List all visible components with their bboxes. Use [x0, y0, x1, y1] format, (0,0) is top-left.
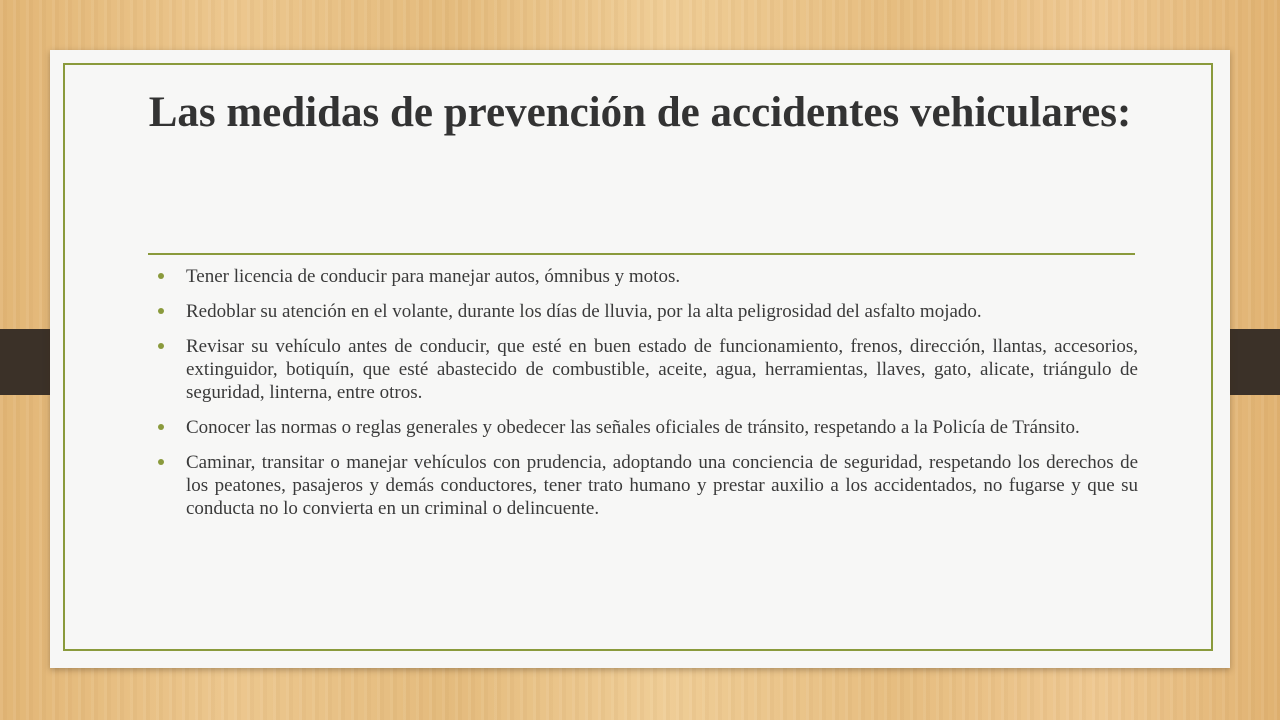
bullet-text: Tener licencia de conducir para manejar autos, ómnibus y motos. [186, 266, 681, 287]
bullet-item-rain [148, 300, 1138, 323]
bullet-item-traffic-rules [148, 416, 1138, 439]
slide-card [50, 50, 1230, 668]
bullet-text: Revisar su vehículo antes de conducir, que esté en buen estado de funcionamiento, frenos, dirección, llantas, accesorios, extinguidor, botiquín, que esté abastecido de combustible, aceite, agua, herramientas, llaves, gato, alicate, triángulo de seguridad, linterna, entre otros. [186, 336, 1138, 403]
bullet-dot-icon [158, 459, 164, 465]
bullet-text: Caminar, transitar o manejar vehículos con prudencia, adoptando una conciencia de seguridad, respetando los derechos de los peatones, pasajeros y demás conductores, tener trato humano y prestar auxilio a los accidentados, no fugarse y que su conducta no lo convierta en un criminal o delincuente. [186, 452, 1138, 519]
slide-title: Las medidas de prevención de accidentes vehiculares: [148, 89, 1132, 136]
bullet-dot-icon [158, 343, 164, 349]
bullet-dot-icon [158, 273, 164, 279]
bullet-dot-icon [158, 308, 164, 314]
bullet-text: Conocer las normas o reglas generales y obedecer las señales oficiales de tránsito, respetando a la Policía de Tránsito. [186, 417, 1080, 438]
bullet-item-vehicle-check [148, 335, 1138, 404]
bullet-list [148, 265, 1138, 532]
bullet-text: Redoblar su atención en el volante, durante los días de lluvia, por la alta peligrosidad del asfalto mojado. [186, 301, 982, 322]
bullet-item-license [148, 265, 1138, 288]
bullet-item-prudence [148, 451, 1138, 520]
bullet-dot-icon [158, 424, 164, 430]
title-divider [148, 253, 1135, 255]
